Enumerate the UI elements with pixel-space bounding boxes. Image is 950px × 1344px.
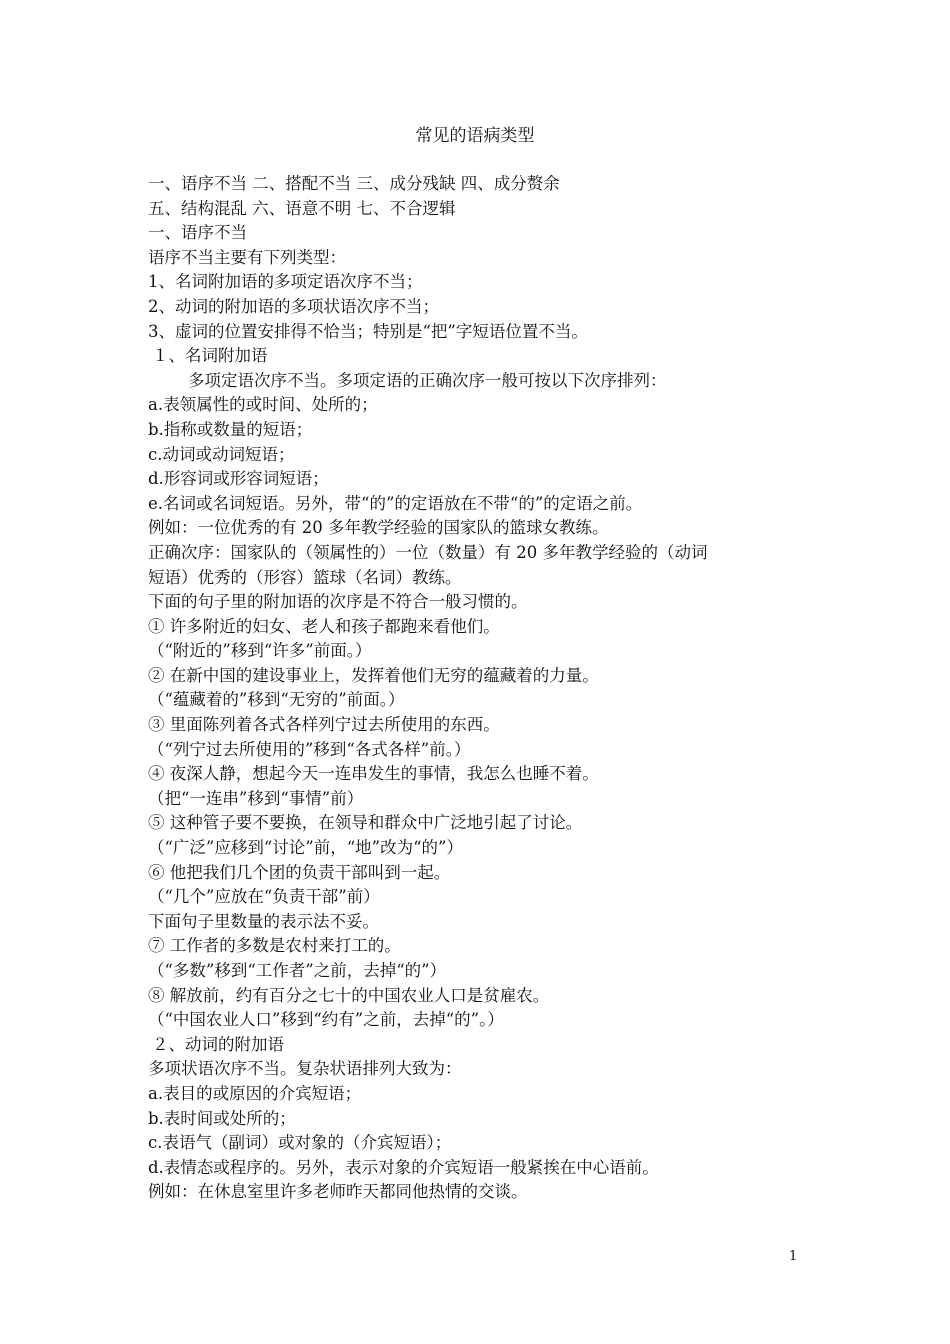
example-sentence: ② 在新中国的建设事业上，发挥着他们无穷的蕴藏着的力量。 — [148, 665, 599, 685]
overview-line-1: 一、语序不当 二、搭配不当 三、成分残缺 四、成分赘余 — [148, 174, 560, 193]
list-item: d.表情态或程序的。另外，表示对象的介宾短语一般紧挨在中心语前。 — [148, 1157, 659, 1177]
paragraph-line: 短语）优秀的（形容）篮球（名词）教练。 — [148, 567, 462, 587]
correction-note: （“几个”应放在“负责干部”前） — [148, 887, 380, 907]
list-item: 3、虚词的位置安排得不恰当；特别是“把”字短语位置不当。 — [148, 321, 588, 341]
subsection-heading: １、名词附加语 — [152, 346, 268, 366]
subsection-heading: ２、动词的附加语 — [152, 1034, 284, 1054]
correction-note: （“多数”移到“工作者”之前，去掉“的”） — [148, 961, 447, 980]
paragraph-line: 多项定语次序不当。多项定语的正确次序一般可按以下次序排列： — [188, 370, 667, 390]
example-sentence: ④ 夜深人静，想起今天一连串发生的事情，我怎么也睡不着。 — [148, 764, 599, 784]
example-sentence: ③ 里面陈列着各式各样列宁过去所使用的东西。 — [148, 715, 500, 735]
page-number: 1 — [789, 1249, 798, 1264]
example-sentence: ⑤ 这种管子要不要换，在领导和群众中广泛地引起了讨论。 — [148, 813, 583, 833]
list-item: 2、动词的附加语的多项状语次序不当； — [148, 296, 439, 316]
list-item: a.表领属性的或时间、处所的； — [148, 395, 378, 415]
list-item: c.动词或动词短语； — [148, 444, 295, 464]
correction-note: （“附近的”移到“许多”前面。） — [148, 641, 372, 661]
list-item: b.指称或数量的短语； — [148, 419, 313, 439]
correction-note: （把“一连串”移到“事情”前） — [148, 788, 364, 808]
list-item: 1、名词附加语的多项定语次序不当； — [148, 272, 423, 292]
document-body — [148, 172, 808, 1205]
correction-note: （“列宁过去所使用的”移到“各式各样”前。） — [148, 739, 471, 759]
example-line: 例如：在休息室里许多老师昨天都同他热情的交谈。 — [148, 1182, 528, 1202]
paragraph-line: 下面的句子里的附加语的次序是不符合一般习惯的。 — [148, 592, 528, 612]
correction-note: （“蕴藏着的”移到“无穷的”前面。） — [148, 690, 405, 710]
list-item: b.表时间或处所的； — [148, 1108, 296, 1128]
section-heading: 一、语序不当 — [148, 223, 247, 243]
example-sentence: ⑥ 他把我们几个团的负责干部叫到一起。 — [148, 862, 451, 882]
example-sentence: ① 许多附近的妇女、老人和孩子都跑来看他们。 — [148, 616, 500, 636]
correction-note: （“中国农业人口”移到“约有”之前，去掉“的”。） — [148, 1010, 504, 1030]
overview-line-2: 五、结构混乱 六、语意不明 七、不合逻辑 — [148, 198, 456, 218]
paragraph-line: 正确次序：国家队的（领属性的）一位（数量）有 20 多年教学经验的（动词 — [148, 542, 708, 562]
correction-note: （“广泛”应移到“讨论”前，“地”改为“的”） — [148, 838, 463, 858]
list-item: d.形容词或形容词短语； — [148, 469, 329, 489]
example-sentence: ⑧ 解放前，约有百分之七十的中国农业人口是贫雇农。 — [148, 985, 550, 1005]
example-line: 例如：一位优秀的有 20 多年教学经验的国家队的篮球女教练。 — [148, 518, 609, 538]
example-sentence: ⑦ 工作者的多数是农村来打工的。 — [148, 936, 401, 956]
document-title: 常见的语病类型 — [415, 126, 535, 146]
list-item: c.表语气（副词）或对象的（介宾短语）； — [148, 1133, 452, 1153]
paragraph-line: 语序不当主要有下列类型： — [148, 247, 346, 267]
list-item: e.名词或名词短语。另外，带“的”的定语放在不带“的”的定语之前。 — [148, 493, 643, 513]
paragraph-line: 下面句子里数量的表示法不妥。 — [148, 911, 379, 931]
list-item: a.表目的或原因的介宾短语； — [148, 1083, 362, 1103]
paragraph-line: 多项状语次序不当。复杂状语排列大致为： — [148, 1059, 462, 1079]
